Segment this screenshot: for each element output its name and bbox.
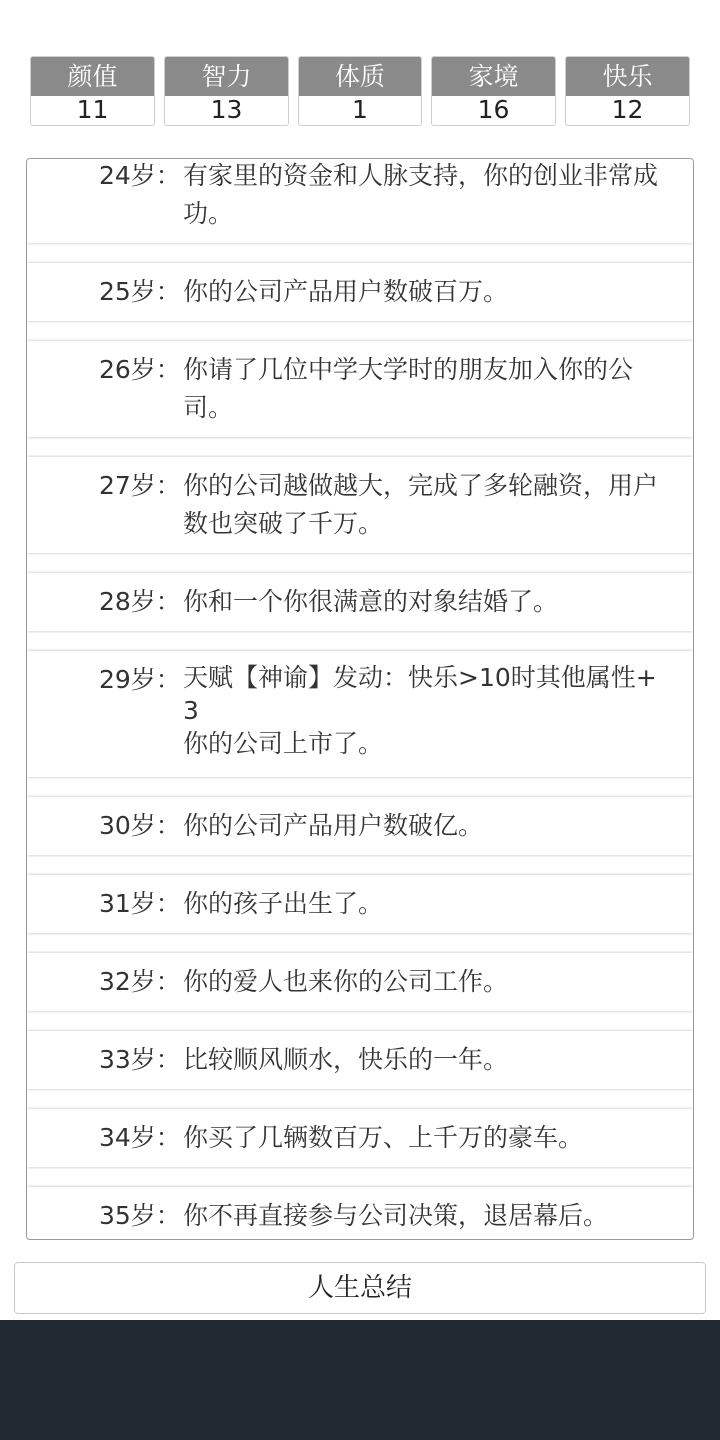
event-text: 比较顺风顺水，快乐的一年。 — [183, 1045, 509, 1074]
event-age: 27岁： — [99, 471, 181, 500]
list-item — [27, 797, 693, 855]
stat-label: 智力 — [165, 57, 288, 96]
event-text: 你的孩子出生了。 — [183, 889, 384, 918]
event-age: 31岁： — [99, 889, 181, 918]
stat-value: 16 — [477, 95, 510, 124]
stat-label: 颜值 — [31, 57, 154, 96]
event-age: 24岁： — [99, 161, 181, 190]
stat-value: 13 — [210, 95, 243, 124]
event-text: 天赋【神谕】发动：快乐>10时其他属性+3 — [183, 663, 657, 725]
stat-happiness — [565, 56, 690, 126]
list-item — [27, 457, 693, 553]
life-summary-button[interactable]: 人生总结 — [14, 1262, 706, 1314]
event-text: 你买了几辆数百万、上千万的豪车。 — [183, 1123, 584, 1152]
list-item — [27, 263, 693, 321]
stat-value: 1 — [352, 95, 368, 124]
list-item — [27, 1187, 693, 1240]
stat-intelligence — [164, 56, 289, 126]
stat-label: 快乐 — [566, 57, 689, 96]
event-age: 34岁： — [99, 1123, 181, 1152]
list-item — [27, 875, 693, 933]
stat-constitution — [298, 56, 422, 126]
event-text: 有家里的资金和人脉支持，你的创业非常成功。 — [183, 161, 659, 228]
event-age: 32岁： — [99, 967, 181, 996]
stat-value: 12 — [611, 95, 644, 124]
event-age: 28岁： — [99, 587, 181, 616]
event-text: 你的公司上市了。 — [183, 729, 384, 758]
event-age: 35岁： — [99, 1201, 181, 1230]
list-item — [27, 1109, 693, 1167]
event-age: 26岁： — [99, 355, 181, 384]
list-item — [27, 158, 693, 243]
stat-label: 体质 — [299, 57, 421, 96]
attribute-panel — [30, 56, 690, 128]
event-text: 你的公司产品用户数破百万。 — [183, 277, 509, 306]
event-text: 你请了几位中学大学时的朋友加入你的公司。 — [183, 355, 634, 422]
bottom-bar — [0, 1320, 720, 1440]
list-item — [27, 573, 693, 631]
life-event-log[interactable] — [26, 158, 694, 1240]
list-item — [27, 953, 693, 1011]
stat-label: 家境 — [432, 57, 555, 96]
event-text: 你不再直接参与公司决策，退居幕后。 — [183, 1201, 609, 1230]
event-age: 25岁： — [99, 277, 181, 306]
stat-value: 11 — [76, 95, 109, 124]
event-text: 你和一个你很满意的对象结婚了。 — [183, 587, 559, 616]
event-age: 30岁： — [99, 811, 181, 840]
event-text: 你的爱人也来你的公司工作。 — [183, 967, 509, 996]
event-text: 你的公司越做越大，完成了多轮融资，用户数也突破了千万。 — [183, 471, 659, 538]
list-item — [27, 651, 693, 777]
event-text: 你的公司产品用户数破亿。 — [183, 811, 484, 840]
event-age: 29岁： — [99, 665, 181, 694]
stat-family — [431, 56, 556, 126]
list-item — [27, 1031, 693, 1089]
list-item — [27, 341, 693, 437]
event-age: 33岁： — [99, 1045, 181, 1074]
stat-appearance — [30, 56, 155, 126]
